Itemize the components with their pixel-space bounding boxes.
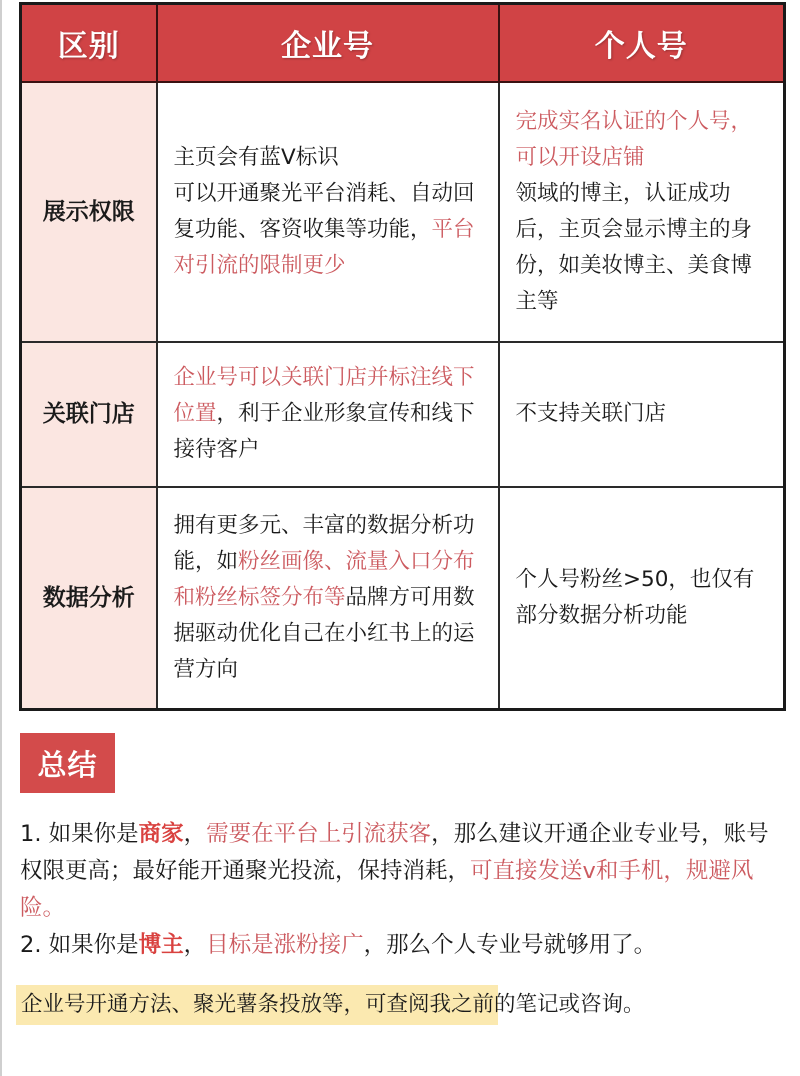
- header-enterprise: 企业号: [157, 4, 499, 82]
- table-row: [21, 342, 785, 487]
- row-label-data-analysis: 数据分析: [21, 487, 157, 710]
- personal-display-permission: 完成实名认证的个人号，可以开设店铺 领域的博主，认证成功后，主页会显示博主的身份，如美妆博主、美食博主等: [499, 82, 785, 342]
- summary-item-1: 1. 如果你是商家，需要在平台上引流获客，那么建议开通企业专业号，账号权限更高；最好能开通聚光投流，保持消耗，可直接发送v和手机，规避风险。: [20, 821, 769, 921]
- highlight-text: 平台对引流的限制更少: [173, 216, 475, 278]
- header-difference: 区别: [21, 4, 157, 82]
- page-left-edge: [0, 0, 2, 1076]
- table-row: [21, 82, 785, 342]
- personal-data-analysis: 个人号粉丝>50，也仅有部分数据分析功能: [499, 487, 785, 710]
- summary-heading: 总结: [20, 733, 115, 793]
- row-label-display-permission: 展示权限: [21, 82, 157, 342]
- enterprise-linked-store: 企业号可以关联门店并标注线下位置，利于企业形象宣传和线下接待客户: [157, 342, 499, 487]
- enterprise-display-permission: 主页会有蓝V标识 可以开通聚光平台消耗、自动回复功能、客资收集等功能，平台对引流的限制更少: [157, 82, 499, 342]
- row-label-linked-store: 关联门店: [21, 342, 157, 487]
- enterprise-data-analysis: 拥有更多元、丰富的数据分析功能，如粉丝画像、流量入口分布和粉丝标签分布等品牌方可用数据驱动优化自己在小红书上的运营方向: [157, 487, 499, 710]
- highlight-text: 企业号可以关联门店并标注线下位置: [173, 365, 475, 426]
- personal-linked-store: 不支持关联门店: [499, 342, 785, 487]
- highlight-text: 完成实名认证的个人号，可以开设店铺: [515, 108, 753, 170]
- highlighted-note: 企业号开通方法、聚光薯条投放等，可查阅我之前的笔记或咨询。: [16, 985, 498, 1025]
- table-header-row: [21, 4, 785, 82]
- comparison-table: [19, 2, 786, 711]
- summary-item-2: 2. 如果你是博主，目标是涨粉接广，那么个人专业号就够用了。: [20, 932, 657, 958]
- header-personal: 个人号: [499, 4, 785, 82]
- table-row: [21, 487, 785, 710]
- summary-body: [20, 816, 790, 964]
- highlight-text: 粉丝画像、流量入口分布和粉丝标签分布等: [173, 548, 475, 610]
